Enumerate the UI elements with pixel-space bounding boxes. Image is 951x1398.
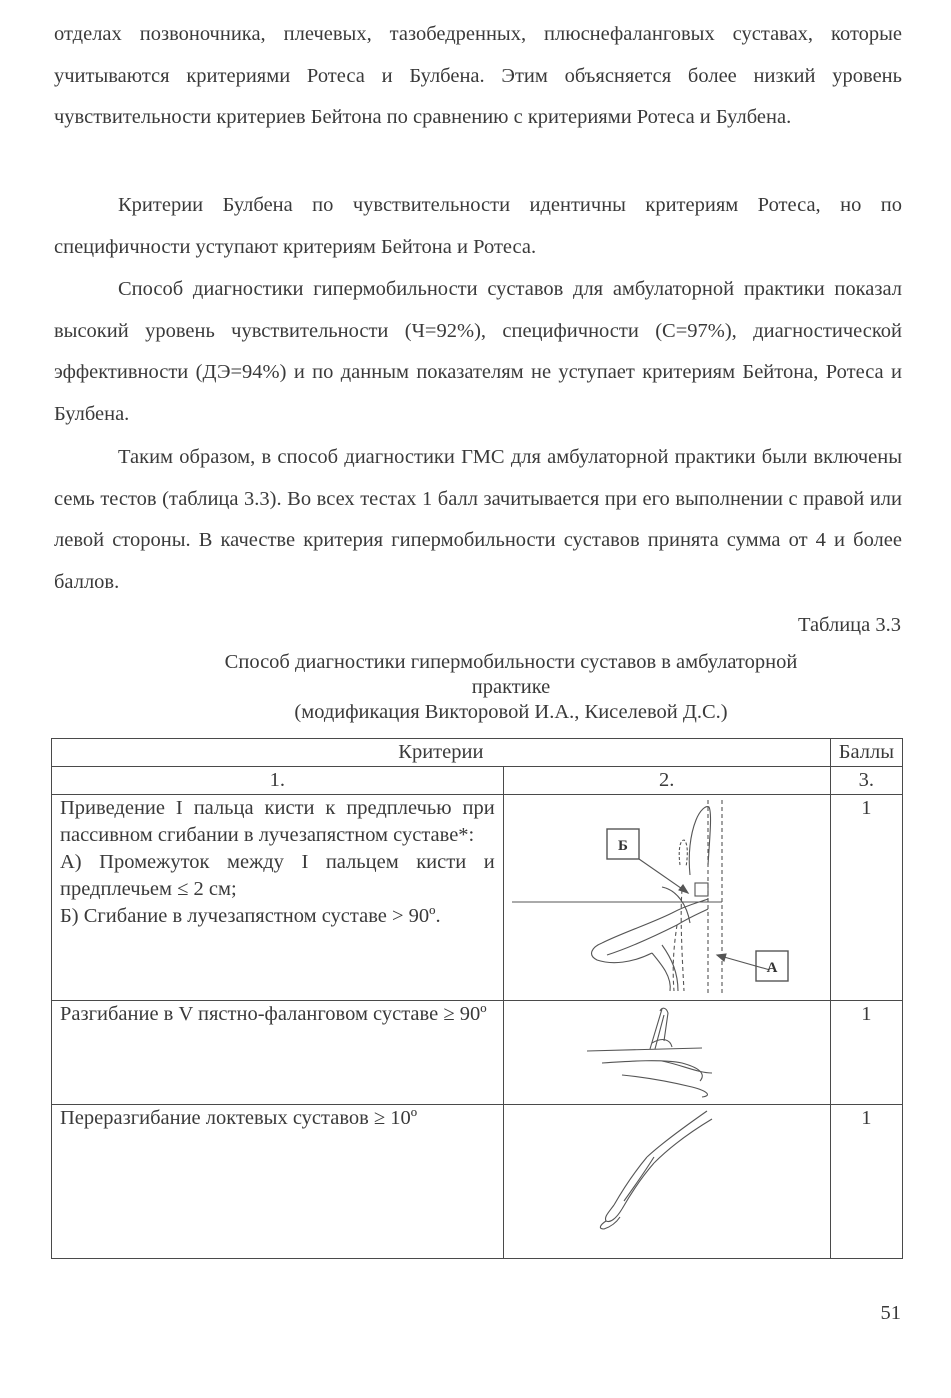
column-number-row <box>52 767 903 795</box>
caption-line-2: практике <box>471 676 551 698</box>
page-number: 51 <box>880 1302 901 1324</box>
elbow-hyperextension-illustration <box>512 1105 822 1258</box>
criteria-text: Приведение I пальца кисти к предплечью при пассивном сгибании в лучезапястном суставе*: <box>60 797 495 846</box>
paragraph-4: Таким образом, в способ диагностики ГМС для амбулаторной практики были включены семь тестов (таблица 3.3). Во всех тестах 1 балл зачитывается при его выполнении с правой или левой стороны. В качестве критерия гипермобильности суставов принята сумма от 4 и более баллов. <box>54 446 902 593</box>
criteria-cell <box>52 795 504 1001</box>
header-score: Баллы <box>830 739 902 767</box>
figure-label-b: Б <box>617 838 628 854</box>
paragraph-2: Критерии Булбена по чувствительности идентичны критериям Ротеса, но по специфичности уступают критериям Бейтона и Ротеса. <box>54 194 902 258</box>
thumb-to-forearm-illustration <box>512 795 822 1000</box>
table-row <box>52 1105 903 1259</box>
paragraph-3: Способ диагностики гипермобильности суставов для амбулаторной практики показал высокий уровень чувствительности (Ч=92%), специфичности (С=97%), диагностической эффективности (ДЭ=94%) и по данным показателям не уступает критериям Бейтона, Ротеса и Булбена. <box>54 278 902 425</box>
caption-line-3: (модификация Викторовой И.А., Киселевой Д.С.) <box>294 701 728 723</box>
criteria-subitem-a: А) Промежуток между I пальцем кисти и предплечьем ≤ 2 см; <box>60 851 495 900</box>
criteria-text: Разгибание в V пястно-фаланговом суставе ≥ 90º <box>60 1003 487 1025</box>
figure-label-a: А <box>766 960 778 976</box>
column-number-1: 1. <box>52 767 504 795</box>
score-cell: 1 <box>830 1105 902 1259</box>
table-row <box>52 795 903 1001</box>
illustration-cell <box>503 1001 830 1105</box>
criteria-cell <box>52 1001 504 1105</box>
score-cell: 1 <box>830 795 902 1001</box>
criteria-subitem-b: Б) Сгибание в лучезапястном суставе > 90º. <box>60 905 441 927</box>
paragraph-1: отделах позвоночника, плечевых, тазобедренных, плюснефаланговых суставах, которые учитываются критериями Ротеса и Булбена. Этим объясняется более низкий уровень чувствительности критериев Бейтона по сравнению с критериями Ротеса и Булбена. <box>54 23 902 128</box>
score-cell: 1 <box>830 1001 902 1105</box>
criteria-text: Переразгибание локтевых суставов ≥ 10º <box>60 1107 418 1129</box>
column-number-2: 2. <box>503 767 830 795</box>
illustration-cell <box>503 1105 830 1259</box>
table-header-row <box>52 739 903 767</box>
table-caption <box>150 650 872 725</box>
header-criteria: Критерии <box>52 739 831 767</box>
table-row <box>52 1001 903 1105</box>
criteria-cell <box>52 1105 504 1259</box>
finger-extension-illustration <box>512 1001 822 1104</box>
illustration-cell <box>503 795 830 1001</box>
caption-line-1: Способ диагностики гипермобильности суставов в амбулаторной <box>224 651 798 673</box>
table-number-label: Таблица 3.3 <box>797 614 901 636</box>
column-number-3: 3. <box>830 767 902 795</box>
criteria-table <box>51 738 903 1259</box>
